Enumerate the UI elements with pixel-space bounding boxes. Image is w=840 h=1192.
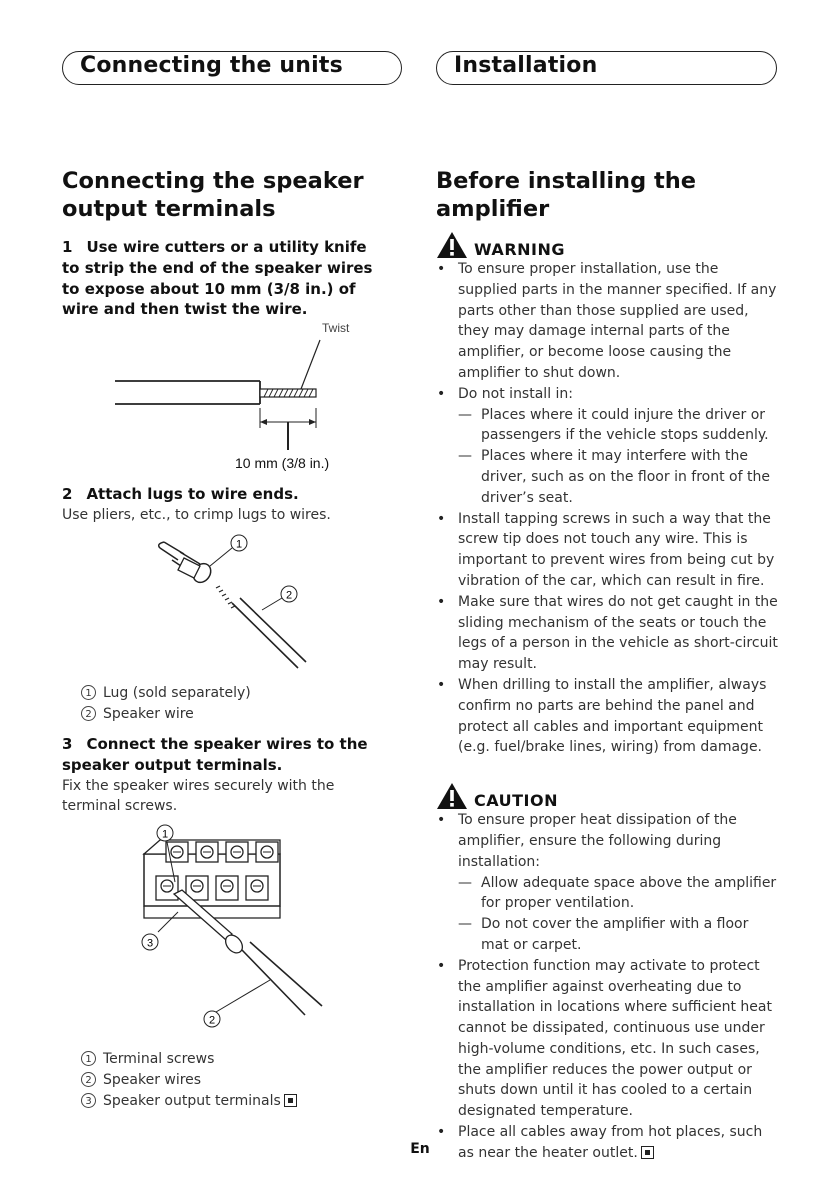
warning-subitem: — Places where it may interfere with the driver, such as on the floor in front of the driver’s seat. <box>458 448 770 506</box>
step-3 <box>62 734 384 776</box>
twist-label: Twist <box>322 321 350 335</box>
step-3-block <box>62 734 384 817</box>
page-language-label: En <box>410 1141 430 1157</box>
dimension-label: 10 mm (3/8 in.) <box>235 455 330 471</box>
warning-item: • Install tapping screws in such a way that the screw tip does not touch any wire. This is important to prevent wires from being cut by vibration of the car, which can result in fire. <box>436 509 778 592</box>
warning-subitem: — Places where it could injure the driver or passengers if the vehicle stops suddenly. <box>458 406 769 444</box>
left-heading: Connecting the speaker output terminals <box>62 168 364 222</box>
end-mark-icon <box>284 1094 297 1107</box>
step-3-body: Fix the speaker wires securely with the terminal screws. <box>62 777 335 815</box>
step-2-block <box>62 484 382 526</box>
svg-text:2: 2 <box>208 1014 216 1027</box>
step-3-number: 3 <box>62 735 73 753</box>
section-tab-connecting <box>62 51 402 85</box>
warning-triangle-icon <box>436 231 468 259</box>
legend-item: 1 Terminal screws <box>81 1049 382 1070</box>
section-title-right: Installation <box>454 53 598 78</box>
step-2-body: Use pliers, etc., to crimp lugs to wires. <box>62 506 331 523</box>
caution-list <box>436 810 778 1164</box>
caution-subitem: — Do not cover the amplifier with a floor mat or carpet. <box>458 916 749 953</box>
right-column <box>436 167 778 1164</box>
speaker-wire-b <box>240 598 306 662</box>
lug-figure <box>150 530 320 675</box>
svg-text:1: 1 <box>235 538 243 551</box>
step-1-text: Use wire cutters or a utility knife to strip the end of the speaker wires to expose about 10 mm (3/8 in.) of wire and then twist the wire. <box>62 238 373 319</box>
warning-item: • Do not install in: — Places where it could injure the driver or passengers if the vehicle stops suddenly. — Places where it may interfere with the driver, such as on the floor in front of the driver’s seat. <box>436 384 778 509</box>
step-2-text: Attach lugs to wire ends. <box>86 485 299 503</box>
svg-text:2: 2 <box>285 589 293 602</box>
caution-triangle-icon <box>436 782 468 810</box>
step-2-number: 2 <box>62 485 73 503</box>
legend-item: 2 Speaker wires <box>81 1070 382 1091</box>
caution-header <box>436 782 778 810</box>
legend-item: 1 Lug (sold separately) <box>81 683 382 704</box>
step-2 <box>62 484 382 505</box>
caution-subitem: — Allow adequate space above the amplifier for proper ventilation. <box>458 874 777 912</box>
warning-item: • When drilling to install the amplifier, always confirm no parts are behind the panel and protect all cables and important equipment (e.g. fuel/brake lines, wiring) from damage. <box>436 675 778 758</box>
warning-item: • Make sure that wires do not get caught in the sliding mechanism of the seats or touch the legs of a person in the vehicle as short-circuit may result. <box>436 592 778 675</box>
wire-strands <box>216 586 235 608</box>
left-column <box>62 167 382 320</box>
step-3-legend <box>62 1049 382 1111</box>
wire-strip-figure <box>110 318 360 473</box>
step-1 <box>62 237 382 320</box>
step-2-legend <box>62 683 382 725</box>
warning-label: WARNING <box>474 240 565 259</box>
caution-item: • To ensure proper heat dissipation of the amplifier, ensure the following during installation: — Allow adequate space above the amplifier for proper ventilation. — Do not cover the amplifier with a floor mat or carpet. <box>436 810 778 956</box>
legend-item: 2 Speaker wire <box>81 704 382 725</box>
terminal-block-figure <box>130 820 330 1035</box>
caution-item: • Place all cables away from hot places, such as near the heater outlet. <box>436 1122 778 1164</box>
legend-item: 3 Speaker output terminals <box>81 1091 382 1112</box>
step-1-number: 1 <box>62 238 73 256</box>
svg-text:3: 3 <box>146 937 154 950</box>
section-tab-installation <box>436 51 777 85</box>
twist-leader <box>301 340 320 389</box>
right-heading: Before installing the amplifier <box>436 168 697 222</box>
warning-item: • To ensure proper installation, use the supplied parts in the manner specified. If any parts other than those supplied are used, they may damage internal parts of the amplifier, or become loose causing the amplifier to shut down. <box>436 259 778 384</box>
speaker-wire-a <box>232 603 298 668</box>
svg-text:1: 1 <box>161 828 169 841</box>
step-3-text: Connect the speaker wires to the speaker output terminals. <box>62 735 368 774</box>
warning-list <box>436 259 778 758</box>
caution-label: CAUTION <box>474 791 558 811</box>
warning-header <box>436 231 778 259</box>
caution-item: • Protection function may activate to protect the amplifier against overheating due to installation in locations where sufficient heat cannot be dissipated, continuous use under high-volume conditions, etc. In such cases, the amplifier reduces the power output or shuts down until it has cooled to a certain designated temperature. <box>436 956 778 1122</box>
section-title-left: Connecting the units <box>80 53 343 78</box>
